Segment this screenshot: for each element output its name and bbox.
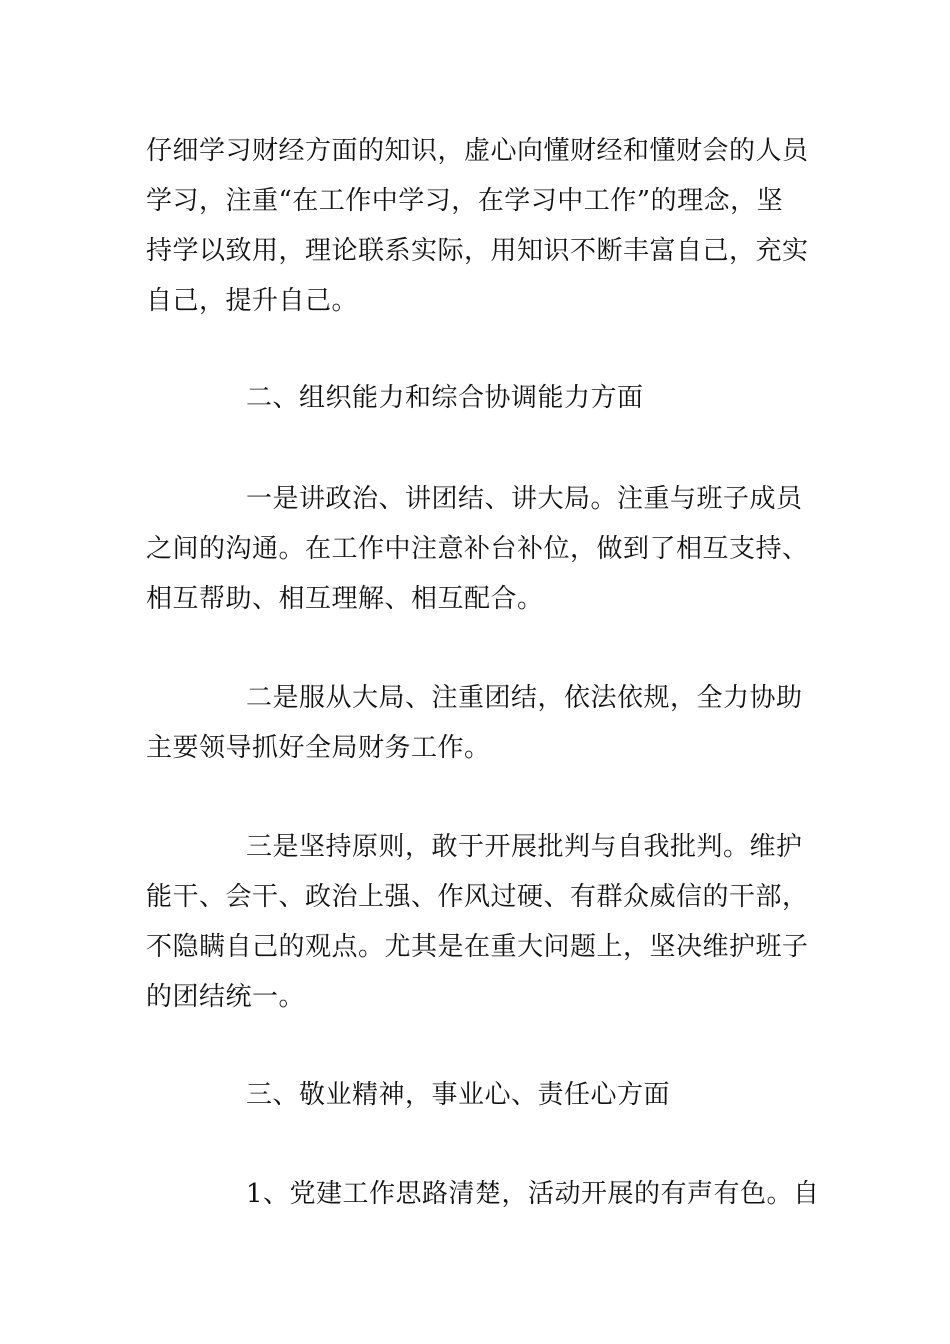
paragraph-4-line-1: 三是坚持原则，敢于开展批判与自我批判。维护 bbox=[246, 832, 803, 862]
section-heading-dedication: 三、敬业精神，事业心、责任心方面 bbox=[246, 1080, 671, 1110]
paragraph-3-line-1: 二是服从大局、注重团结，依法依规，全力协助 bbox=[246, 683, 803, 713]
paragraph-2-line-1: 一是讲政治、讲团结、讲大局。注重与班子成员 bbox=[246, 484, 803, 514]
paragraph-3-line-2: 主要领导抓好全局财务工作。 bbox=[146, 733, 491, 763]
section-heading-organization: 二、组织能力和综合协调能力方面 bbox=[246, 383, 644, 413]
paragraph-1-line-2: 学习，注重“在工作中学习，在学习中工作”的理念，坚 bbox=[146, 186, 784, 216]
paragraph-4-line-4: 的团结统一。 bbox=[146, 982, 306, 1012]
paragraph-1-line-4: 自己，提升自己。 bbox=[146, 286, 359, 316]
paragraph-4-line-2: 能干、会干、政治上强、作风过硬、有群众威信的干部， bbox=[146, 882, 809, 912]
paragraph-2-line-2: 之间的沟通。在工作中注意补台补位，做到了相互支持、 bbox=[146, 534, 809, 564]
paragraph-1-line-1: 仔细学习财经方面的知识，虚心向懂财经和懂财会的人员 bbox=[146, 136, 809, 166]
paragraph-4-line-3: 不隐瞒自己的观点。尤其是在重大问题上，坚决维护班子 bbox=[146, 932, 809, 962]
paragraph-1-line-3: 持学以致用，理论联系实际，用知识不断丰富自己，充实 bbox=[146, 236, 809, 266]
paragraph-6-line-1: 1、党建工作思路清楚，活动开展的有声有色。自 bbox=[246, 1179, 820, 1209]
paragraph-2-line-3: 相互帮助、相互理解、相互配合。 bbox=[146, 584, 544, 614]
